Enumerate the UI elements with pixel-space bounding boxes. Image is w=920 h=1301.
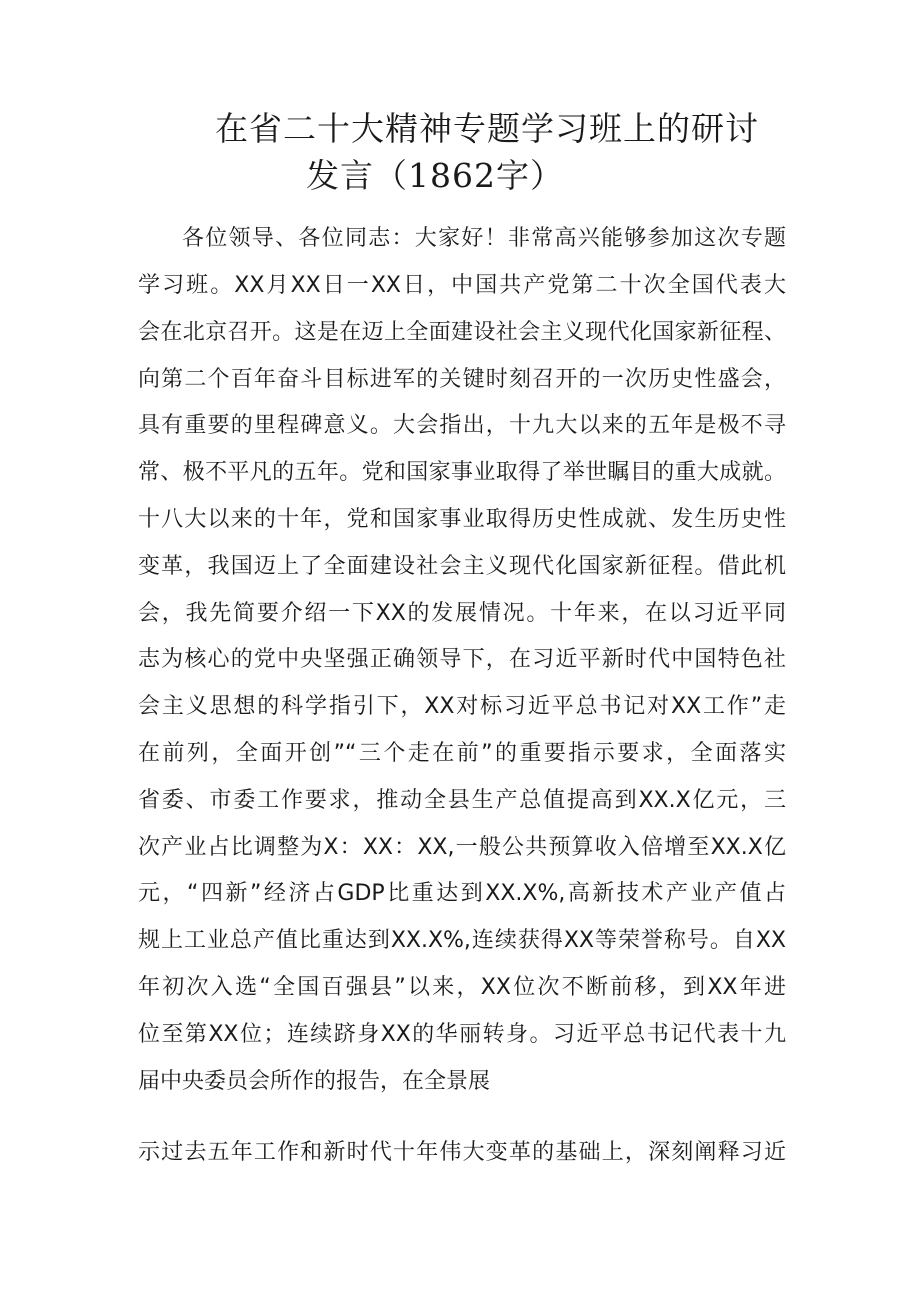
paragraph-line: 位至第XX位；连续跻身XX的华丽转身。习近平总书记代表十九	[138, 1022, 786, 1047]
paragraph-line: 变革，我国迈上了全面建设社会主义现代化国家新征程。借此机	[138, 554, 786, 579]
paragraph-line: 常、极不平凡的五年。党和国家事业取得了举世瞩目的重大成就。	[138, 460, 786, 485]
paragraph-line: 届中央委员会所作的报告，在全景展	[138, 1069, 491, 1094]
paragraph-line: 会主义思想的科学指引下，XX对标习近平总书记对XX工作”走	[138, 694, 786, 719]
paragraph-line: 元，“四新”经济占GDP比重达到XX.X%,高新技术产业产值占	[138, 881, 786, 906]
paragraph-line: 具有重要的里程碑意义。大会指出，十九大以来的五年是极不寻	[138, 413, 786, 438]
paragraph-line: 年初次入选“全国百强县”以来，XX位次不断前移，到XX年进	[138, 975, 786, 1000]
paragraph-line: 在前列，全面开创”“三个走在前”的重要指示要求，全面落实	[138, 741, 786, 766]
paragraph-line: 会，我先简要介绍一下XX的发展情况。十年来，在以习近平同	[138, 601, 786, 626]
paragraph-line: 次产业占比调整为X：XX：XX,一般公共预算收入倍增至XX.X亿	[138, 835, 786, 860]
paragraph-line: 学习班。XX月XX日一XX日，中国共产党第二十次全国代表大	[138, 273, 786, 298]
paragraph-line: 各位领导、各位同志：大家好！非常高兴能够参加这次专题	[182, 226, 786, 251]
paragraph-line: 省委、市委工作要求，推动全县生产总值提高到XX.X亿元，三	[138, 788, 786, 813]
document-title-line-2: 发言（1862字）	[306, 156, 564, 195]
document-title-line-1: 在省二十大精神专题学习班上的研讨	[215, 109, 759, 148]
paragraph-line: 规上工业总产值比重达到XX.X%,连续获得XX等荣誉称号。自XX	[138, 928, 786, 953]
paragraph-line: 会在北京召开。这是在迈上全面建设社会主义现代化国家新征程、	[138, 320, 786, 345]
paragraph-line: 志为核心的党中央坚强正确领导下，在习近平新时代中国特色社	[138, 647, 786, 672]
paragraph-line: 向第二个百年奋斗目标进军的关键时刻召开的一次历史性盛会，	[138, 367, 786, 392]
paragraph-line: 示过去五年工作和新时代十年伟大变革的基础上，深刻阐释习近	[138, 1140, 786, 1165]
paragraph-line: 十八大以来的十年，党和国家事业取得历史性成就、发生历史性	[138, 507, 786, 532]
